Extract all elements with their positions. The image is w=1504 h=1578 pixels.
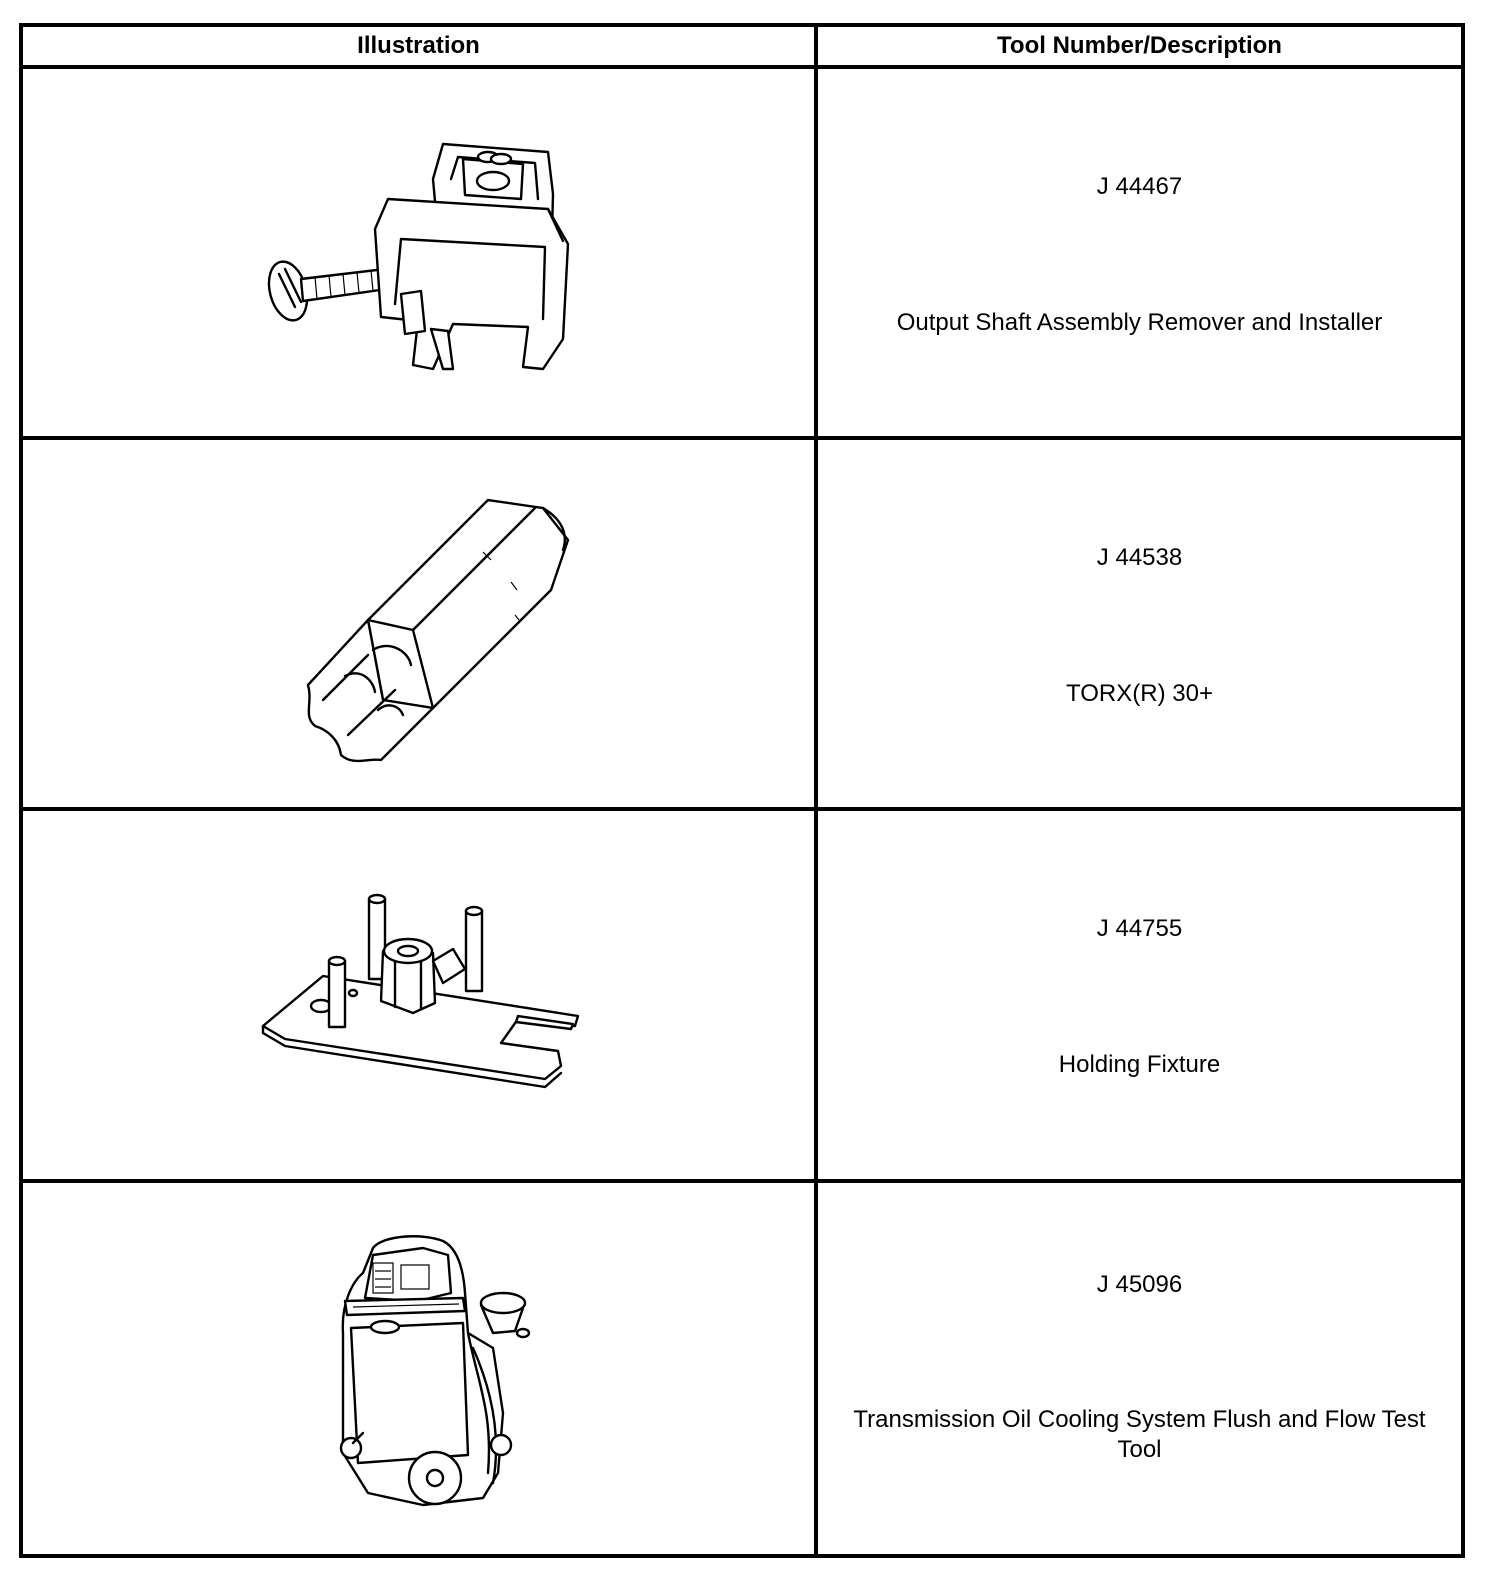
table-row (21, 809, 1463, 1180)
table-row (21, 1181, 1463, 1556)
tool-description: Holding Fixture (1058, 1051, 1221, 1079)
description-cell (816, 809, 1463, 1180)
description-header: Tool Number/Description (816, 25, 1463, 67)
tool-description: Transmission Oil Cooling System Flush and Flow Test Tool (853, 1405, 1426, 1463)
description-cell (816, 67, 1463, 438)
illustration-header: Illustration (21, 25, 816, 67)
tool-number: J 44755 (1096, 915, 1183, 943)
tool-description: Output Shaft Assembly Remover and Installer (896, 309, 1383, 336)
holding-fixture-icon (23, 811, 812, 1177)
illustration-cell (21, 1181, 816, 1556)
description-cell (816, 438, 1463, 809)
torx-bit-icon (23, 440, 812, 806)
illustration-cell (21, 438, 816, 809)
tool-number: J 44538 (1096, 544, 1183, 572)
header-row (21, 25, 1463, 67)
description-cell (816, 1181, 1463, 1556)
illustration-cell (21, 809, 816, 1180)
tool-number: J 45096 (1096, 1270, 1183, 1298)
table-row (21, 438, 1463, 809)
tool-number: J 44467 (1096, 173, 1183, 200)
special-tools-table (19, 23, 1465, 1558)
clamp-tool-icon (23, 69, 812, 435)
flush-machine-icon (23, 1183, 812, 1553)
tool-description: TORX(R) 30+ (1066, 680, 1213, 708)
table-row (21, 67, 1463, 438)
illustration-cell (21, 67, 816, 438)
